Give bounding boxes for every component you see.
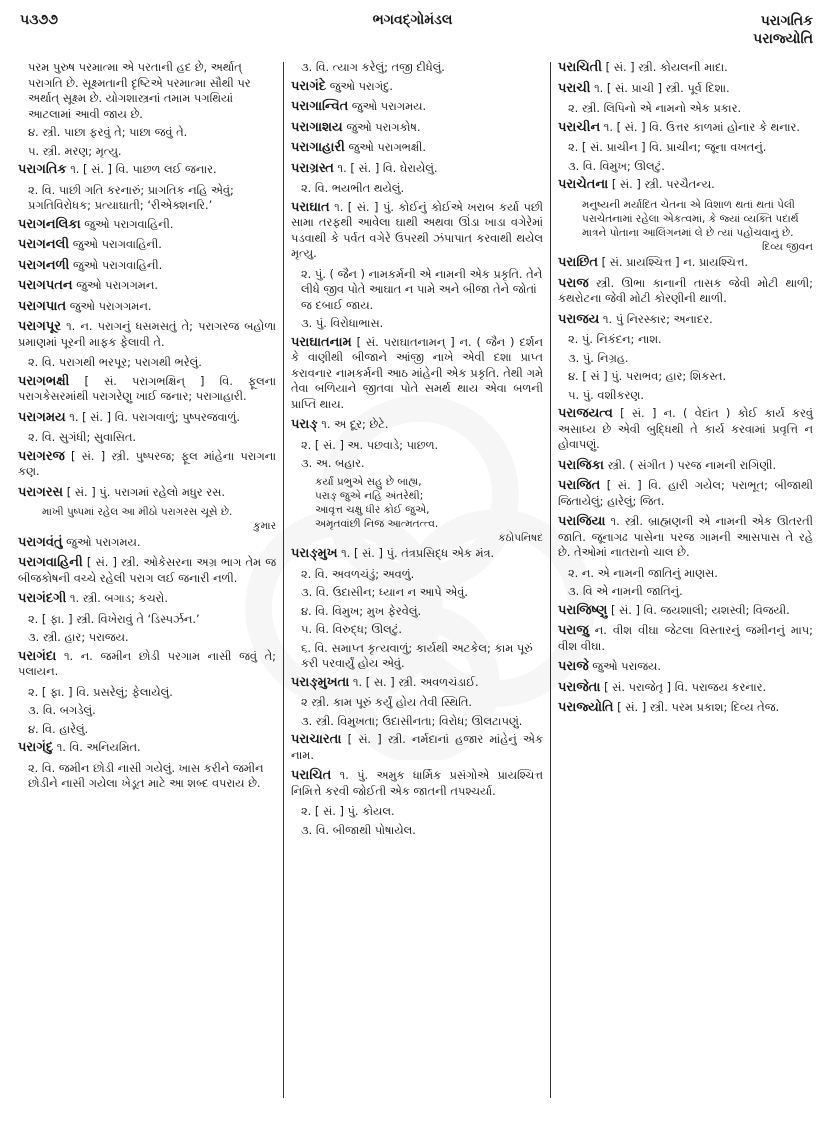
dictionary-entry (291, 120, 543, 136)
definition: [ સં. પરાગભક્ષિન્ ] વિ. ફૂલના પરાગકેસરમાંથી પરાગરેણુ ખાઈ જનાર; પરાગાહારી. (18, 373, 276, 403)
headword: પરાગપૂર (18, 319, 61, 334)
definition: [ સં. ] વિ. હારી ગયેલ; પરાભૂત; બીજાથી જિતાયેલું; હારેલું; જિત. (558, 478, 813, 508)
definition: [ સં. ] સ્ત્રી. નર્મદાનાં હજાર માંહેનું એક નામ. (291, 732, 543, 762)
dictionary-title: ભગવદ્ગોમંડલ (372, 12, 453, 28)
sense-definition: ૪. સ્ત્રી. પાછા ફરવું તે; પાછા જવું તે. (28, 125, 188, 139)
sense-definition: ૨. વિ. સુગંધી; સુવાસિત. (28, 430, 137, 444)
headword: પરાજય (558, 311, 600, 327)
quotation: પરાઙ્ જુએ નહિ અંતરેથી; (315, 489, 424, 502)
definition: ૧. પું. અમુક ધાર્મિક પ્રસંગોએ પ્રાયશ્ચિત્ત નિમિત્તે કરવી જોઈતી એક જાતની તપશ્ચર્યા. (291, 768, 543, 798)
headword: પરાગતિક (18, 162, 67, 177)
guide-word-first: પરાગતિક (760, 13, 813, 29)
quotation: અમૃતવાંછી નિજ આત્મતત્ત્વ. (315, 517, 439, 530)
definition: ૧. સ્ત્રી. બગાડ; કચરો. (66, 591, 168, 605)
headword: પરાગનલી (18, 237, 70, 252)
quotation: કર્યાં પ્રભુએ સહુ છે બાહ્ય, (315, 475, 422, 488)
definition: ૧. વિ. અનિયમિત. (53, 740, 141, 754)
definition: [ સં. ] પું. પરાગમાં રહેલો મધુર રસ. (63, 484, 225, 499)
definition: ૧. ન. પરાગનું ધસમસતું તે; પરાગરજ બહોળા પ્રમાણમાં પૂરની માફક ફેલાવી તે. (18, 319, 276, 349)
dictionary-entry (558, 700, 813, 716)
headword: પરાગભક્ષી (18, 373, 70, 389)
dictionary-entry (18, 555, 276, 586)
dictionary-entry (18, 485, 276, 501)
definition: ૧. [ સં. ] વિ. ઘેરાયેલું. (333, 160, 438, 175)
dictionary-entry (291, 768, 543, 799)
sense-definition: ૩. પું. નિગ્રહ. (568, 350, 629, 365)
sense-definition: ૩. સ્ત્રી. હાર; પરાજય. (28, 630, 129, 644)
definition: [ સં. ] સ્ત્રી. ઓકેસરના અગ્ર ભાગ તેમ જ બીજકોષની વચ્ચે રહેલી પરાગ લઈ જનારી નળી. (18, 555, 276, 585)
column-divider (283, 62, 284, 1098)
headword: પરાજ્યોતિ (558, 700, 614, 715)
dictionary-entry (558, 312, 813, 328)
sense-definition: ૨. વિ. અવળચંડું; અવળું. (301, 566, 415, 581)
definition: જુઓ પરાગમય. (62, 534, 141, 549)
sense-definition: ૫. વિ. વિરુદ્ધ; ઊલટું. (301, 622, 402, 636)
definition: જુઓ પરાગકોષ. (342, 119, 421, 134)
dictionary-entry (558, 60, 813, 76)
definition: [ સં. પ્રાયશ્ચિત્ત ] ન. પ્રાયશ્ચિત્ત. (597, 255, 749, 269)
definition: ૧. પું નિરસ્કાર; અનાદર. (599, 311, 713, 326)
column-1 (18, 60, 276, 795)
sense-definition: ૨. સ્ત્રી. લિપિનો એ નામનો એક પ્રકાર. (568, 101, 742, 115)
headword: પરાગમય (18, 409, 66, 425)
sense-definition: ૨. પું. નિકંદન; નાશ. (568, 332, 662, 346)
dictionary-entry (18, 740, 276, 756)
headword: પરાજિકા (558, 457, 604, 473)
dictionary-entry (558, 478, 813, 509)
headword: પરાજુ (558, 623, 589, 638)
dictionary-entry (18, 535, 276, 551)
dictionary-entry (558, 458, 813, 474)
headword: પરાગાન્વિત (291, 99, 349, 114)
headword: પરાગનળી (18, 257, 70, 273)
headword: પરાઘાત (291, 199, 330, 215)
definition: [ સં. ] સ્ત્રી. પુષ્પરજ; ફૂલ માંહેના પરાગના કણ. (18, 448, 276, 478)
dictionary-entry (291, 546, 543, 562)
dictionary-entry (18, 319, 276, 350)
definition: જુઓ પરાગંદુ. (326, 78, 393, 93)
headword: પરાઙ્મુખતા (291, 674, 350, 690)
dictionary-entry (18, 278, 276, 294)
definition: [ સં. ] સ્ત્રી. કોયલની માદા. (602, 60, 728, 74)
headword: પરાજિયા (558, 514, 606, 529)
sense-definition: ૪. [ સં ] પું. પરાભવ; હાર; શિકસ્ત. (568, 369, 727, 383)
dictionary-entry (558, 276, 813, 307)
page-header (0, 8, 825, 58)
definition: જુઓ પરાગવાહિની. (69, 237, 162, 251)
sense-definition: ૬. વિ. સમાપ્ત કૃત્યવાળું; કાર્યથી અટકેલ; કામ પૂરું કરી પરવાર્યું હોય એવું. (301, 640, 533, 670)
dictionary-entry (291, 99, 543, 115)
dictionary-entry (558, 255, 813, 271)
headword: પરાછિત (558, 255, 598, 270)
headword: પરાજે (558, 659, 589, 674)
definition: [ સં. ] ન. ( વેદાંત ) કોઈ કાર્ય કરવું અસાધ્ય છે એવી બુદ્ધિથી તે કાર્ય કરવામાં પ્રવૃત્તિ ન હોવાપણું. (558, 406, 813, 451)
definition: સ્ત્રી. ઊભા કાનાની તાસક જેવી મોટી થાળી; કથરોટના જેવી મોટી કોરણીની થાળી. (558, 275, 813, 305)
page-number: ૫૩૭૭ (20, 12, 58, 28)
dictionary-entry (558, 514, 813, 561)
definition: ૧. ન. જમીન છોડી પરગામ નાસી જવું તે; પલાયન. (18, 648, 276, 678)
sense-definition: ૨. વિ. પાછી ગતિ કરનારું; પ્રાગતિક નહિ એવું; પ્રગતિવિરોધક; પ્રત્યાઘાતી; ‘રીએક્શનરિ.’ (28, 182, 234, 212)
dictionary-entry (558, 603, 813, 619)
headword: પરાગ્રસ્ત (291, 160, 334, 176)
headword: પરાઙ્મુખ (291, 546, 338, 561)
definition: ૧. [ સ. ] સ્ત્રી. અવળચંડાઈ. (349, 674, 479, 689)
sense-definition: ૩. અ. બહાર. (301, 456, 365, 470)
headword: પરાગપતન (18, 278, 73, 293)
definition: જુઓ પરાગવાહિની. (69, 257, 163, 272)
definition: [ સં. પરાઘાતનામન્ ] ન. ( જૈન ) દર્શન કે વાણીથી બીજાને આંજી નાખે એવી દશા પ્રાપ્ત કરાવનાર નામકર્મની આઠ માંહેની એક પ્રકૃતિ. તેથી ગમે તેવા બળિયાને જીતવા પોતે સમર્થ થાય એવા બળની પ્રાપ્તિ થાય. (291, 334, 543, 411)
sense-definition: ૫. પું. વશીકરણ. (568, 387, 644, 402)
sense-definition: ૩. સ્ત્રી. વિમુખતા; ઉદાસીનતા; વિરોધ; ઊલટાપણું. (301, 713, 523, 728)
sense-definition: ૨ સ્ત્રી. કામ પૂરું કર્યું હોય તેવી સ્થિતિ. (301, 695, 472, 709)
headword: પરાઘાતનામ (291, 334, 352, 350)
sense-definition: ૩. વિ. બગડેલું. (28, 703, 96, 717)
dictionary-entry (291, 732, 543, 763)
dictionary-entry (558, 659, 813, 675)
definition: [ સં. ] સ્ત્રી. પરમ પ્રકાશ; દિવ્ય તેજ. (613, 700, 780, 714)
dictionary-entry (18, 591, 276, 607)
sense-definition: ૨. [ ફા. ] વિ. પ્રસરેલું; ફેલાયેલું. (28, 684, 173, 699)
dictionary-entry (18, 374, 276, 405)
column-3 (558, 60, 813, 721)
headword: પરાગંદગી (18, 591, 67, 606)
headword: પરાગરજ (18, 448, 65, 464)
sense-definition: ૩. વિ. બીજાથી પોષાયેલ. (301, 822, 416, 837)
sense-definition: ૨. વિ. પરાગથી ભરપૂર; પરાગથી ભરેલું. (28, 355, 202, 369)
sense-definition: ૨. [ સં. ] પું. કોયલ. (301, 804, 395, 818)
quotation-source: દિવ્ય જીવન (761, 240, 813, 253)
guide-words (753, 12, 813, 48)
sense-definition: ૨. [ ફા. ] સ્ત્રી. વિખેરાવું તે ‘ડિસ્પર્ઝન.’ (28, 611, 200, 626)
sense-definition: ૩. વિ. ત્યાગ કરેલું; તજી દીધેલું. (301, 60, 445, 74)
dictionary-entry (558, 81, 813, 97)
dictionary-entry (291, 417, 543, 433)
sense-definition: ૩. વિ એ નામની જાતિનું. (568, 584, 683, 598)
definition: જુઓ પરાજય. (588, 659, 661, 673)
definition: ૧. [ સં. ] પું. તંત્રપ્રસિદ્ધ એક મંત્ર. (337, 546, 495, 560)
headword: પરાચિતી (558, 60, 603, 75)
definition: ૧. અ દૂર; છેટે. (317, 417, 389, 431)
sense-definition: ૪. વિ. વિમુખ; મુખ ફેરવેલું. (301, 603, 422, 618)
dictionary-entry (18, 299, 276, 315)
definition: [ સં. પરાજેતૃ ] વિ. પરાજય કરનાર. (600, 679, 767, 694)
headword: પરાજયત્વ (558, 406, 613, 421)
definition: [ સં. ] સ્ત્રી. પરચૈતન્ય. (608, 177, 715, 191)
headword: પરાગાશય (291, 119, 343, 135)
headword: પરાચી (558, 80, 591, 96)
sense-definition: ૨. [ સં. ] અ. પછવાડે; પાછળ. (301, 437, 439, 452)
headword: પરાઙ્ (291, 417, 318, 432)
dictionary-entry (18, 649, 276, 680)
headword: પરાગવંતું (18, 534, 63, 550)
quotation: મનુષ્યની મર્યાદિત ચેતના એ વિશાળ થતાં થતાં પેલી પરાચેતનામાં રહેલા એકત્વમાં, કે જ્યાં વ્યક્તિ પદાર્થ માત્રને પોતાના આલિંગનમાં લે છે ત્યાં પહોંચવાનું છે. (582, 198, 799, 239)
definition: ૧. [ સં. ] વિ. ઉત્તર કાળમાં હોનાર કે થનાર. (600, 119, 801, 134)
definition: [ સં. ] વિ. જયશાલી; યશસ્વી; વિજયી. (607, 602, 790, 617)
definition: જુઓ પરાગભક્ષી. (344, 140, 427, 154)
headword: પરાગંદા (18, 648, 57, 664)
headword: પરાજિત (558, 478, 601, 493)
dictionary-entry (291, 335, 543, 413)
dictionary-entry (291, 200, 543, 262)
headword: પરાચેતના (558, 177, 609, 192)
dictionary-entry (18, 217, 276, 233)
quotation-source: કઠોપનિષદ (498, 531, 543, 544)
dictionary-entry (558, 406, 813, 453)
dictionary-entry (18, 410, 276, 426)
sense-definition: ૩. વિ. વિમુખ; ઊલટું. (568, 158, 665, 173)
headword: પરાગંદે (291, 78, 327, 94)
headword: પરાચીન (558, 119, 601, 135)
dictionary-entry (18, 162, 276, 178)
headword: પરાગંદુ (18, 740, 54, 755)
headword: પરાચારતા (291, 732, 342, 747)
headword: પરાગરસ (18, 484, 64, 500)
headword: પરાગવાહિની (18, 555, 83, 570)
dictionary-entry (18, 449, 276, 480)
definition: ૧. [ સં. પ્રાચી ] સ્ત્રી. પૂર્વ દિશા. (590, 80, 730, 95)
sense-definition: ૨. ન. એ નામની જાતિનું માણસ. (568, 565, 718, 580)
definition: જુઓ પરાગવાહિની. (80, 216, 174, 231)
definition: જુઓ પરાગગમન. (72, 278, 158, 292)
dictionary-entry (291, 140, 543, 156)
headword: પરાગાહારી (291, 140, 345, 155)
definition: જુઓ પરાગમય. (348, 99, 427, 113)
definition: સ્ત્રી. ( સંગીત ) પરજ નામની રાગિણી. (603, 457, 777, 472)
sense-definition: ૫. સ્ત્રી. મરણ; મૃત્યુ. (28, 143, 122, 158)
sense-definition: ૨. [ સં. પ્રાચીન ] વિ. પ્રાચીન; જૂના વખતનું. (568, 140, 767, 154)
dictionary-entry (558, 680, 813, 696)
dictionary-entry (291, 79, 543, 95)
definition: ૧. [ સં. ] વિ. પાછળ લઈ જનાર. (66, 162, 217, 176)
quotation-source: કુમાર (253, 520, 276, 532)
definition: ૧. સ્ત્રી. બ્રાહ્મણની એ નામની એક ઊતરતી જાતિ. જૂનાગઢ પાસેના પરજ ગામની આસપાસ તે રહે છે. તેઓમાં નાતરાનો ચાલ છે. (558, 514, 813, 559)
definition: ૧. [ સં. ] વિ. પરાગવાળું; પુષ્પરજવાળું. (65, 409, 240, 424)
headword: પરાગનલિકા (18, 216, 81, 232)
headword: પરાજ (558, 275, 589, 291)
headword: પરાચિત (291, 768, 332, 783)
headword: પરાજિષ્ણુ (558, 602, 608, 618)
sense-definition: ૩. પું. વિરોધાભાસ. (301, 316, 384, 330)
dictionary-entry (558, 177, 813, 193)
quotation: આવૃત્ત ચક્ષુ ધીર કોઈ જુએ, (315, 503, 430, 516)
sense-definition: ૩. વિ. ઉદાસીન; ધ્યાન ન આપે એવું. (301, 585, 469, 599)
column-divider (550, 62, 551, 1098)
sense-definition: ૨. પું. ( જૈન ) નામકર્મની એ નામની એક પ્રકૃતિ. તેને લીધે જીવ પોતે આઘાત ન પામે અને બીજા તેને જોતાં જ દબાઈ જાય. (301, 266, 543, 312)
sense-definition: ૨. વિ. જમીન છોડી નાસી ગયેલું. ખાસ કરીને જમીન છોડીને નાસી ગયેલા ખેડૂત માટે આ શબ્દ વપરાય છે. (28, 760, 264, 790)
headword: પરાગપાત (18, 298, 67, 314)
dictionary-entry (18, 258, 276, 274)
dictionary-entry (291, 161, 543, 177)
dictionary-entry (291, 675, 543, 691)
column-2 (291, 60, 543, 841)
sense-definition: ૪. વિ. હારેલું. (28, 721, 89, 736)
sense-definition: ૨. વિ. ભયભીત થયેલું. (301, 181, 405, 195)
guide-word-last: પરાજ્યોતિ (753, 31, 813, 47)
dictionary-entry (18, 237, 276, 253)
continued-definition: પરમ પુરુષ પરમાત્મા એ પરતાની હદ છે, અર્થાત્ પરાગતિ છે. સૂક્ષ્મતાની દૃષ્ટિએ પરમાત્મા સૌથી પર અર્થાત્ સૂક્ષ્મ છે. યોગશાસ્ત્રનાં તમામ પગથિયાં આટલામાં આવી જાય છે. (28, 60, 251, 121)
definition: જુઓ પરાગગમન. (66, 298, 152, 313)
dictionary-entry (558, 120, 813, 136)
quotation: માખી પુષ્પમાં રહેલ આ મીઠો પરાગરસ ચૂસે છે. (42, 506, 233, 518)
dictionary-entry (558, 623, 813, 654)
definition: ન. વીશ વીઘા જેટલા વિસ્તારનું જમીનનું માપ; વીશ વીઘા. (558, 623, 813, 653)
definition: ૧. [ સં. ] પું. કોઈનું કોઈએ ખરાબ કર્યા પછી સામા તરફથી આવેલા ઘાથી અથવા ઊંડા ખાડા વગેરેમાં પડવાથી કે પર્વત વગેરે ઉપરથી ઝંપાપાત કરવાથી થયેલ મૃત્યુ. (291, 199, 543, 260)
headword: પરાજેતા (558, 679, 601, 695)
